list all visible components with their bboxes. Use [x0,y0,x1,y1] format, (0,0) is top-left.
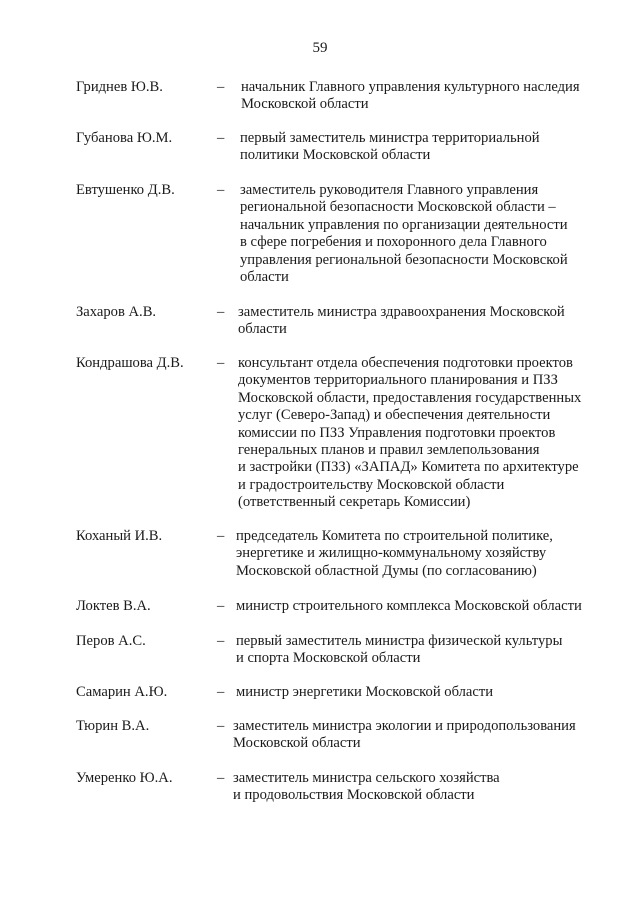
member-position [240,182,612,286]
member-name: Евтушенко Д.В. [76,182,175,198]
position-line: комиссии по ПЗЗ Управления подготовки проектов [238,424,556,441]
dash-separator: – [217,182,225,198]
dash-separator: – [217,718,225,734]
position-line: Московской области [233,735,361,752]
position-line: министр энергетики Московской области [236,684,494,700]
dash-separator: – [217,528,225,544]
member-name: Самарин А.Ю. [76,684,168,700]
member-position [236,684,608,701]
position-line: начальник управления по организации деятельности [240,216,568,233]
position-line: управления региональной безопасности Московской [240,251,568,268]
position-line: и градостроительству Московской области [238,476,505,493]
position-line: (ответственный секретарь Комиссии) [238,494,471,511]
dash-separator: – [217,598,225,614]
position-line: и застройки (ПЗЗ) «ЗАПАД» Комитета по архитектуре [238,459,579,476]
position-line: заместитель министра экологии и природопользования [233,718,576,734]
position-line: политики Московской области [240,147,431,164]
position-line: заместитель министра здравоохранения Московской [238,304,565,320]
page-number: 59 [312,40,328,56]
position-line: Московской областной Думы (по согласованию) [236,562,537,579]
member-position [241,79,613,114]
member-name: Губанова Ю.М. [76,130,173,146]
member-name: Коханый И.В. [76,528,163,544]
member-name: Тюрин В.А. [76,718,150,734]
member-name: Кондрашова Д.В. [76,355,184,371]
member-position [236,633,608,668]
member-name: Захаров А.В. [76,304,157,320]
member-position [236,528,608,580]
position-line: энергетике и жилищно-коммунальному хозяйству [236,545,547,562]
position-line: начальник Главного управления культурного наследия [241,79,580,95]
dash-separator: – [217,79,225,95]
dash-separator: – [217,684,225,700]
member-position [236,598,608,615]
position-line: заместитель министра сельского хозяйства [233,770,500,786]
position-line: генеральных планов и правил землепользования [238,442,540,459]
position-line: председатель Комитета по строительной политике, [236,528,553,544]
member-position [238,304,610,339]
member-position [238,355,610,512]
member-name: Перов А.С. [76,633,146,649]
dash-separator: – [217,633,225,649]
position-line: области [240,269,289,286]
dash-separator: – [217,304,225,320]
position-line: и спорта Московской области [236,650,421,667]
member-position [233,770,605,805]
position-line: Московской области, предоставления государственных [238,389,582,406]
dash-separator: – [217,130,225,146]
member-position [233,718,605,753]
member-name: Умеренко Ю.А. [76,770,173,786]
dash-separator: – [217,770,225,786]
position-line: в сфере погребения и похоронного дела Главного [240,234,547,251]
member-name: Гриднев Ю.В. [76,79,163,95]
position-line: документов территориального планирования и ПЗЗ [238,372,558,389]
position-line: заместитель руководителя Главного управления [240,182,539,198]
position-line: региональной безопасности Московской области – [240,199,556,216]
position-line: и продовольствия Московской области [233,787,475,804]
position-line: консультант отдела обеспечения подготовки проектов [238,355,573,371]
position-line: услуг (Северо-Запад) и обеспечения деятельности [238,407,551,424]
position-line: министр строительного комплекса Московской области [236,598,582,614]
member-name: Локтев В.А. [76,598,151,614]
dash-separator: – [217,355,225,371]
position-line: Московской области [241,96,369,113]
position-line: области [238,321,287,338]
position-line: первый заместитель министра территориальной [240,130,540,146]
member-position [240,130,612,165]
position-line: первый заместитель министра физической культуры [236,633,563,649]
